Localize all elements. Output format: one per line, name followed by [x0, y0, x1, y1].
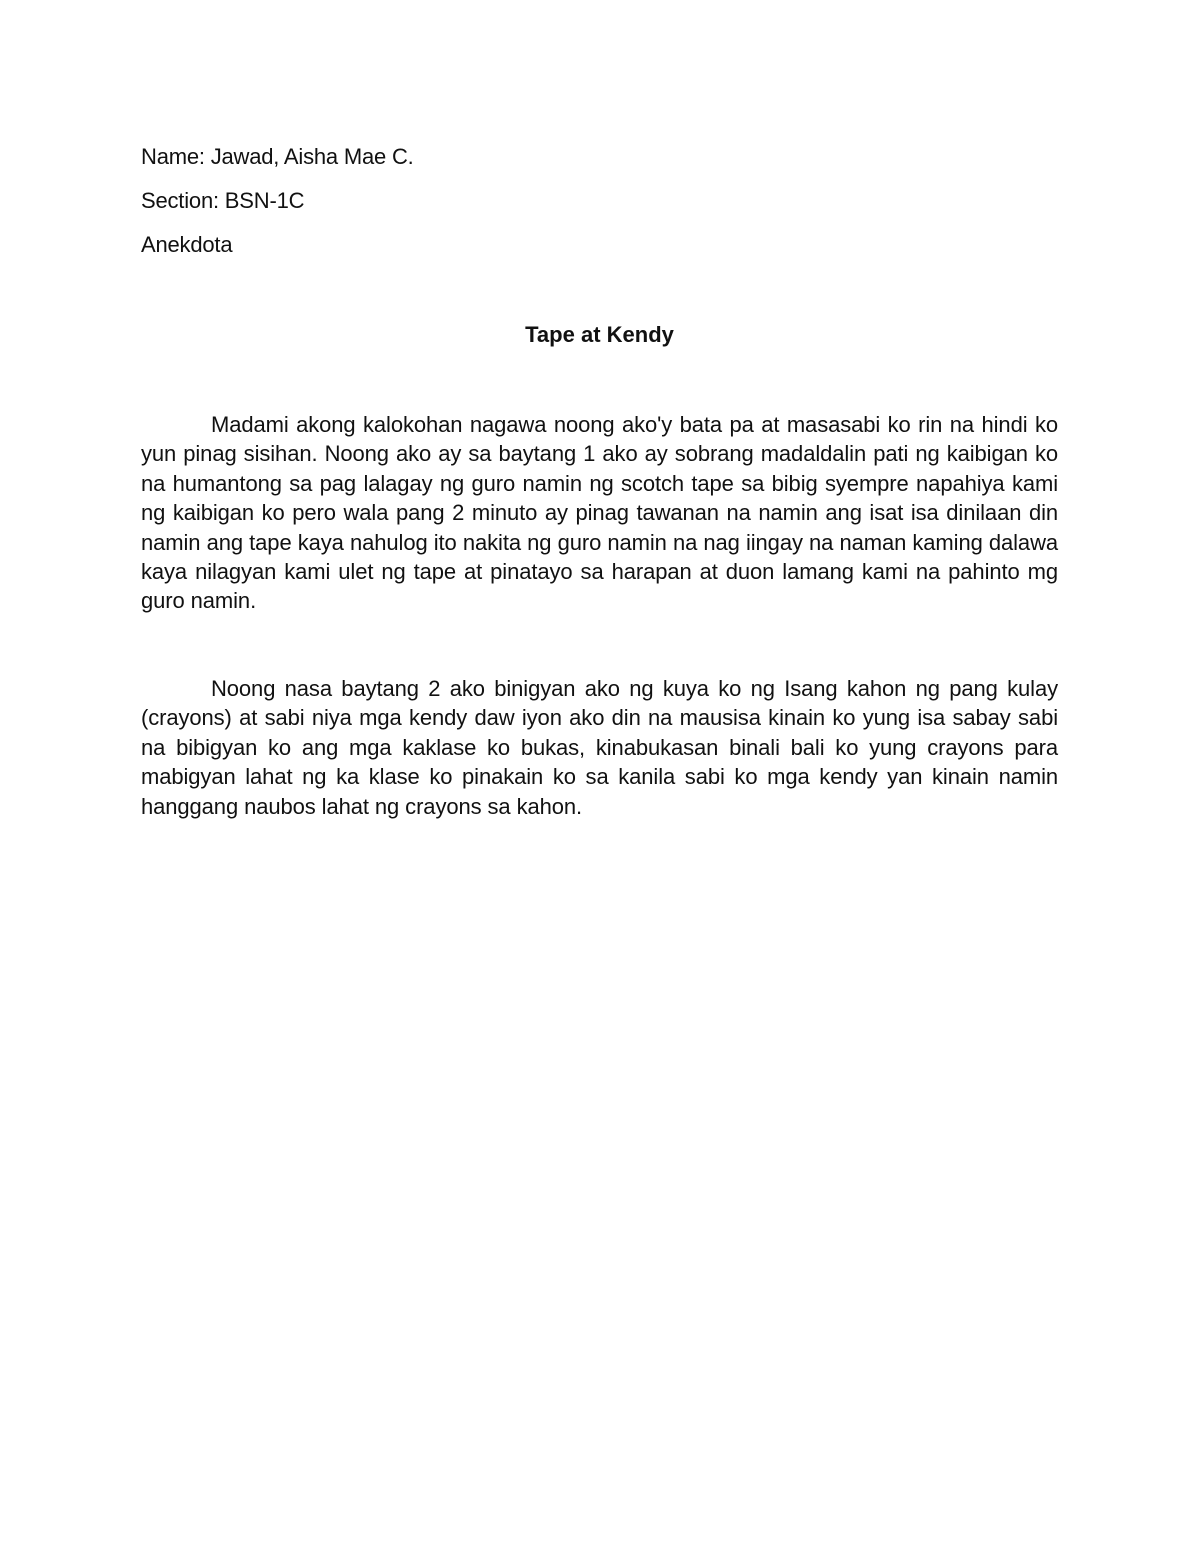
section-line: Section: BSN-1C [141, 188, 305, 213]
body-paragraph-1: Madami akong kalokohan nagawa noong ako'y bata pa at masasabi ko rin na hindi ko yun pinag sisihan. Noong ako ay sa baytang 1 ako ay sobrang madaldalin pati ng kaibigan ko na humantong sa pag lalagay ng guro namin ng scotch tape sa bibig syempre napahiya kami ng kaibigan ko pero wala pang 2 minuto ay pinag tawanan na namin ang isat isa dinilaan din namin ang tape kaya nahulog ito nakita ng guro namin na nag iingay na naman kaming dalawa kaya nilagyan kami ulet ng tape at pinatayo sa harapan at duon lamang kami na pahinto mg guro namin. [141, 412, 1058, 614]
document-title: Tape at Kendy [525, 322, 674, 347]
body-paragraph-2: Noong nasa baytang 2 ako binigyan ako ng kuya ko ng Isang kahon ng pang kulay (crayons) at sabi niya mga kendy daw iyon ako din na mausisa kinain ko yung isa sabay sabi na bibigyan ko ang mga kaklase ko bukas, kinabukasan binali bali ko yung crayons para mabigyan lahat ng ka klase ko pinakain ko sa kanila sabi ko mga kendy yan kinain namin hanggang naubos lahat ng crayons sa kahon. [141, 676, 1058, 819]
name-line: Name: Jawad, Aisha Mae C. [141, 144, 414, 169]
genre-line: Anekdota [141, 232, 233, 257]
document-header [141, 141, 841, 273]
